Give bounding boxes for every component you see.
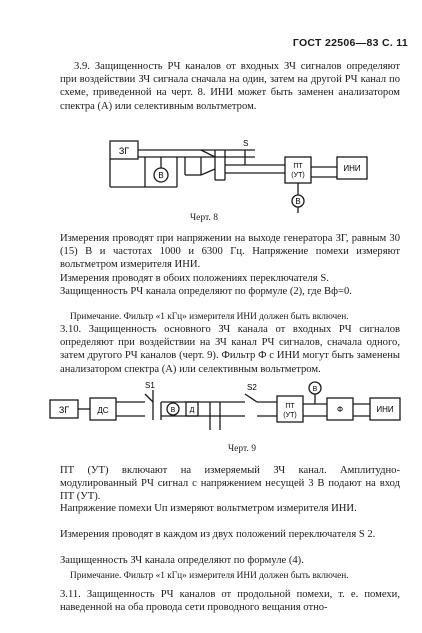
fig9-gen-label: ЗГ <box>58 405 70 415</box>
paragraph-formula: Защищенность РЧ канала определяют по формуле (2), где Bф=0. <box>60 286 352 297</box>
fig8-voltmeter-label-1: В <box>158 171 164 180</box>
note-1: Примечание. Фильтр «1 кГц» измерителя ИНИ должен быть включен. <box>70 312 349 322</box>
page-header: ГОСТ 22506—83 С. 11 <box>292 37 408 49</box>
figure-9-diagram <box>45 380 415 450</box>
fig8-pt-label: ПТ <box>293 163 303 170</box>
paragraph-3-9: 3.9. Защищенность РЧ каналов от входных ЗЧ сигналов определяют при воздействии ЗЧ сигнала сначала на один, затем на другой РЧ канал по схеме, приведенной на черт. 8. ИНИ может быть заменен анализатором спектра (А) или селективным вольтметром. <box>60 61 400 112</box>
figure-8-diagram <box>105 135 405 225</box>
fig9-voltmeter-label-1: В <box>170 407 176 414</box>
fig9-s2-label: S2 <box>247 383 257 392</box>
fig8-gen-label: ЗГ <box>118 146 130 156</box>
fig9-ds-label: ДС <box>97 406 109 415</box>
paragraph-measurement-2: Измерения проводят в обоих положениях переключателя S. <box>60 273 329 284</box>
paragraph-formula-2: Защищенность ЗЧ канала определяют по формуле (4). <box>60 555 304 566</box>
fig9-ini-label: ИНИ <box>376 405 394 414</box>
fig9-ut-label: (УТ) <box>283 412 297 419</box>
paragraph-measurement-3: Измерения проводят в каждом из двух положений переключателя S 2. <box>60 529 376 540</box>
fig8-ini-label: ИНИ <box>343 164 361 173</box>
fig8-ut-label: (УТ) <box>291 172 305 179</box>
paragraph-pt: ПТ (УТ) включают на измеряемый ЗЧ канал. Амплитудно-модулированный РЧ сигнал с напряжением несущей 3 В подают на вход ПТ (УТ). <box>60 465 400 503</box>
fig8-switch-label: S <box>243 139 249 148</box>
figure-8-caption: Черт. 8 <box>190 213 218 223</box>
fig8-voltmeter-label-2: В <box>295 197 301 206</box>
paragraph-3-10: 3.10. Защищенность основного ЗЧ канала от входных РЧ сигналов определяют при воздействии на ЗЧ канал РЧ сигналов, сначала одного, затем другого РЧ каналов (черт. 9). Фильтр Ф с ИНИ могут быть заменены анализатором спектра (А) или селективным вольтметром. <box>60 324 400 375</box>
fig9-pt-label: ПТ <box>285 403 295 410</box>
fig9-voltmeter-label-2: В <box>312 386 318 393</box>
paragraph-3-11: 3.11. Защищенность РЧ каналов от продольной помехи, т. е. помехи, наведенной на оба провода сети проводного вещания отно- <box>60 589 400 614</box>
paragraph-measurement-1: Измерения проводят при напряжении на выходе генератора ЗГ, равным 30 (15) В и частотах 1000 и 6300 Гц. Напряжение помехи измеряют вольтметром измерителя ИНИ. <box>60 233 400 271</box>
note-2: Примечание. Фильтр «1 кГц» измерителя ИНИ должен быть включен. <box>70 571 349 581</box>
figure-9-caption: Черт. 9 <box>228 444 256 454</box>
fig9-d-label: Д <box>189 407 195 414</box>
fig9-filter-label: Ф <box>336 405 344 414</box>
paragraph-noise: Напряжение помехи Uп измеряют вольтметром измерителя ИНИ. <box>60 503 357 514</box>
fig9-s1-label: S1 <box>145 381 155 390</box>
